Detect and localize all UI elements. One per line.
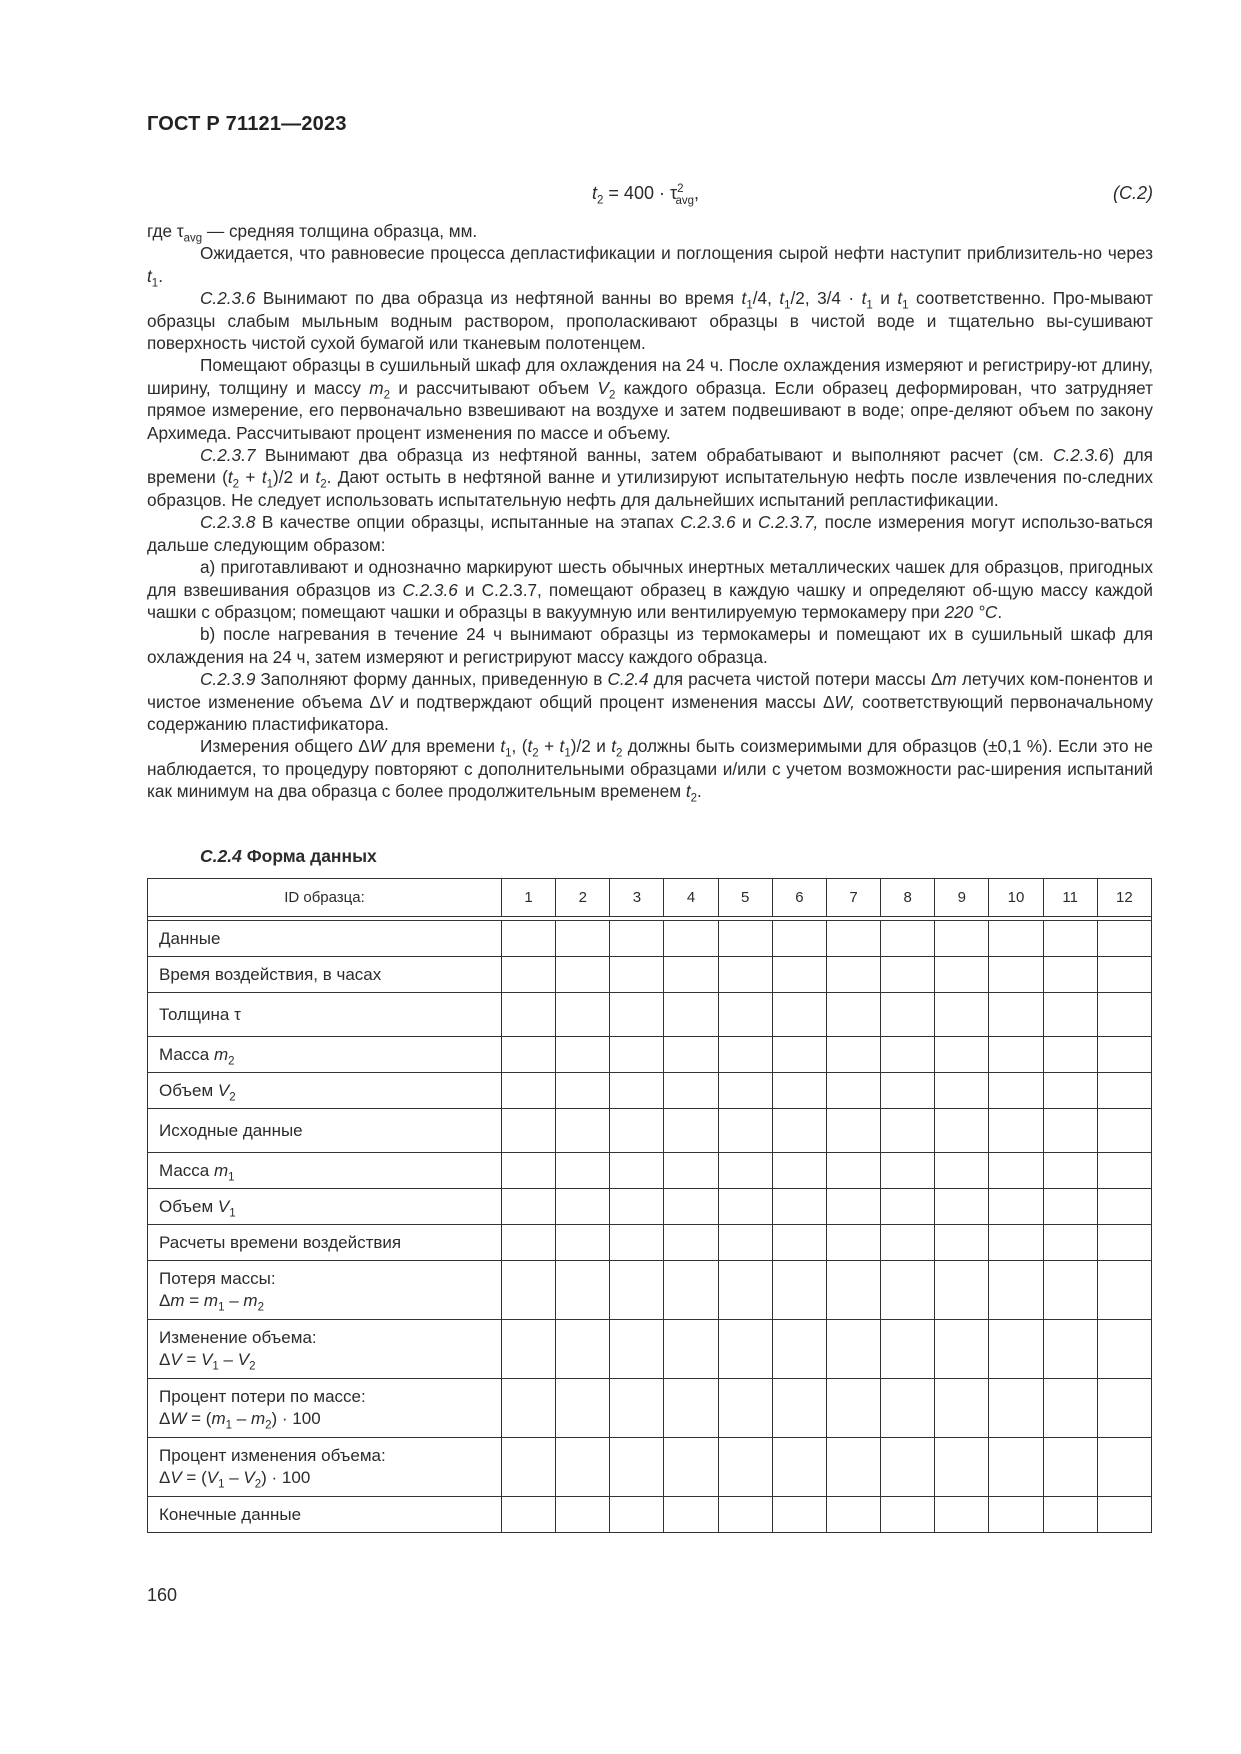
table-row (148, 1497, 1152, 1533)
data-cell (556, 1073, 610, 1109)
data-cell (881, 1225, 935, 1261)
row-label: Время воздействия, в часах (148, 957, 502, 993)
data-cell (664, 921, 718, 957)
data-cell (718, 1189, 772, 1225)
data-cell (772, 1189, 826, 1225)
data-cell (502, 1109, 556, 1153)
data-cell (556, 1037, 610, 1073)
data-cell (718, 1261, 772, 1320)
table-row (148, 1037, 1152, 1073)
data-cell (935, 1379, 989, 1438)
data-cell (610, 921, 664, 957)
data-cell (935, 1153, 989, 1189)
col-header: 7 (826, 879, 880, 917)
data-cell (718, 1153, 772, 1189)
data-cell (556, 1189, 610, 1225)
data-cell (881, 1189, 935, 1225)
data-cell (935, 1189, 989, 1225)
table-row (148, 1320, 1152, 1379)
table-row (148, 1225, 1152, 1261)
data-cell (826, 1379, 880, 1438)
data-cell (502, 1497, 556, 1533)
formula-number: (C.2) (1113, 183, 1153, 203)
data-cell (502, 1261, 556, 1320)
data-cell (989, 1320, 1043, 1379)
data-cell (718, 957, 772, 993)
row-label: Конечные данные (148, 1497, 502, 1533)
data-cell (502, 1379, 556, 1438)
data-cell (989, 1225, 1043, 1261)
table-row (148, 1109, 1152, 1153)
data-cell (718, 1497, 772, 1533)
data-cell (1097, 1497, 1151, 1533)
document-header: ГОСТ Р 71121—2023 (147, 113, 347, 135)
data-cell (826, 1497, 880, 1533)
data-cell (556, 957, 610, 993)
data-cell (772, 1037, 826, 1073)
data-cell (989, 993, 1043, 1037)
row-label: Объем $V_2$ (148, 1073, 502, 1109)
data-cell (664, 1073, 718, 1109)
data-cell (610, 1320, 664, 1379)
data-cell (989, 1037, 1043, 1073)
row-label: Исходные данные (148, 1109, 502, 1153)
data-cell (1043, 1109, 1097, 1153)
data-cell (664, 1320, 718, 1379)
data-cell (1097, 1189, 1151, 1225)
row-label: Масса $m_2$ (148, 1037, 502, 1073)
data-cell (935, 1320, 989, 1379)
col-header: 11 (1043, 879, 1097, 917)
row-label: Расчеты времени воздействия (148, 1225, 502, 1261)
data-cell (826, 1438, 880, 1497)
data-cell (610, 957, 664, 993)
data-cell (881, 1153, 935, 1189)
data-cell (772, 1153, 826, 1189)
data-cell (664, 1037, 718, 1073)
data-cell (1043, 1438, 1097, 1497)
data-cell (881, 1438, 935, 1497)
data-cell (502, 993, 556, 1037)
data-cell (664, 957, 718, 993)
data-cell (502, 1037, 556, 1073)
row-label: Процент изменения объема: $\Delta V = (V_1 - V_2) \cdot 100$ (148, 1438, 502, 1497)
data-cell (502, 1153, 556, 1189)
data-cell (989, 1497, 1043, 1533)
data-cell (610, 1379, 664, 1438)
paragraph: b) после нагревания в течение 24 ч вынимают образцы из термокамеры и помещают их в сушильный шкаф для охлаждения на 24 ч, затем измеряют и регистрируют массу каждого образца. (147, 624, 1153, 667)
data-cell (556, 993, 610, 1037)
data-cell (826, 1320, 880, 1379)
data-cell (826, 1189, 880, 1225)
data-cell (610, 1073, 664, 1109)
row-label: Объем $V_1$ (148, 1189, 502, 1225)
col-header: 3 (610, 879, 664, 917)
data-cell (826, 1261, 880, 1320)
row-label: Толщина τ (148, 993, 502, 1037)
data-cell (989, 1153, 1043, 1189)
formula-expression: $t_2 = 400 \cdot \tau^2_{avg}$, (592, 183, 700, 207)
data-cell (881, 1109, 935, 1153)
paragraph: C.2.3.7 Вынимают два образца из нефтяной ванны, затем обрабатывают и выполняют расчет (см. C.2.3.6) для времени $(t_2 + t_1)/2$ и $t_2$. Дают остыть в нефтяной ванне и утилизируют испытательную нефть после извлечения по-следних образцов. Не следует использовать испытательную нефть для дальнейших испытаний репластификации. (147, 445, 1154, 510)
col-header: 12 (1097, 879, 1151, 917)
data-cell (610, 1225, 664, 1261)
data-cell (935, 1261, 989, 1320)
data-cell (1043, 1261, 1097, 1320)
data-cell (610, 1438, 664, 1497)
data-cell (718, 921, 772, 957)
data-cell (1043, 957, 1097, 993)
paragraph: a) приготавливают и однозначно маркируют шесть обычных инертных металлических чашек для образцов, пригодных для взвешивания образцов из C.2.3.6 и C.2.3.7, помещают образец в каждую чашку и определяют об-щую массу каждой чашки с образцом; помещают чашки и образцы в вакуумную или вентилируемую термокамеру при 220 °С. (147, 557, 1153, 622)
table-row (148, 1189, 1152, 1225)
data-cell (772, 1438, 826, 1497)
data-cell (502, 1225, 556, 1261)
data-cell (1043, 1379, 1097, 1438)
paragraph: Измерения общего ΔW для времени $t_1$, $(t_2 + t_1)/2$ и $t_2$ должны быть соизмеримыми для образцов (±0,1 %). Если это не наблюдается, то процедуру повторяют с дополнительными образцами и/или с учетом возможности рас-ширения испытаний как минимум на два образца с более продолжительным временем $t_2$. (147, 736, 1153, 805)
data-cell (610, 1109, 664, 1153)
data-cell (1043, 1073, 1097, 1109)
data-cell (826, 1073, 880, 1109)
data-cell (664, 1189, 718, 1225)
data-cell (989, 957, 1043, 993)
table-row (148, 921, 1152, 957)
data-cell (881, 993, 935, 1037)
data-cell (610, 1261, 664, 1320)
data-cell (1097, 921, 1151, 957)
data-cell (826, 957, 880, 993)
data-cell (989, 921, 1043, 957)
data-cell (1043, 1037, 1097, 1073)
data-cell (772, 1379, 826, 1438)
data-cell (610, 1497, 664, 1533)
data-cell (664, 1438, 718, 1497)
data-cell (881, 1261, 935, 1320)
data-cell (610, 993, 664, 1037)
data-cell (556, 1153, 610, 1189)
data-cell (1097, 1438, 1151, 1497)
data-cell (881, 1037, 935, 1073)
data-cell (1097, 1379, 1151, 1438)
data-cell (935, 1438, 989, 1497)
data-cell (989, 1438, 1043, 1497)
row-label: Масса $m_1$ (148, 1153, 502, 1189)
data-cell (610, 1037, 664, 1073)
data-cell (1043, 1497, 1097, 1533)
data-cell (1097, 1073, 1151, 1109)
data-cell (1043, 1153, 1097, 1189)
data-cell (664, 1379, 718, 1438)
page-number: 160 (147, 1585, 178, 1605)
data-cell (502, 957, 556, 993)
table-row (148, 1153, 1152, 1189)
data-cell (718, 1438, 772, 1497)
data-cell (772, 1320, 826, 1379)
data-cell (772, 921, 826, 957)
data-cell (664, 1225, 718, 1261)
data-cell (772, 1225, 826, 1261)
data-cell (1097, 1037, 1151, 1073)
data-cell (718, 1225, 772, 1261)
data-cell (1043, 921, 1097, 957)
data-cell (772, 1261, 826, 1320)
data-cell (1097, 1225, 1151, 1261)
data-cell (1097, 1109, 1151, 1153)
data-cell (881, 1379, 935, 1438)
data-cell (1043, 1189, 1097, 1225)
data-cell (1097, 1320, 1151, 1379)
body-text (147, 220, 1153, 803)
data-cell (826, 993, 880, 1037)
data-cell (826, 1109, 880, 1153)
data-cell (502, 1073, 556, 1109)
data-cell (664, 1109, 718, 1153)
paragraph: Ожидается, что равновесие процесса депластификации и поглощения сырой нефти наступит приблизитель-но через $t_1$. (147, 243, 1153, 290)
data-cell (989, 1379, 1043, 1438)
data-cell (556, 921, 610, 957)
col-header: 8 (881, 879, 935, 917)
data-form-table (147, 878, 1152, 1533)
col-header: 2 (556, 879, 610, 917)
data-cell (556, 1497, 610, 1533)
col-header: 6 (772, 879, 826, 917)
data-cell (556, 1225, 610, 1261)
data-cell (664, 1153, 718, 1189)
row-label: Потеря массы: $\Delta m = m_1 - m_2$ (148, 1261, 502, 1320)
data-cell (718, 1037, 772, 1073)
data-cell (772, 1109, 826, 1153)
data-cell (502, 1189, 556, 1225)
data-cell (935, 1225, 989, 1261)
table-row (148, 1073, 1152, 1109)
data-cell (826, 921, 880, 957)
col-header: 9 (935, 879, 989, 917)
data-cell (1097, 1261, 1151, 1320)
table-row (148, 1261, 1152, 1320)
data-cell (610, 1153, 664, 1189)
data-cell (556, 1109, 610, 1153)
data-cell (556, 1379, 610, 1438)
row-label: Изменение объема: $\Delta V = V_1 - V_2$ (148, 1320, 502, 1379)
data-cell (826, 1037, 880, 1073)
data-cell (935, 921, 989, 957)
data-cell (881, 1073, 935, 1109)
paragraph: C.2.3.8 В качестве опции образцы, испытанные на этапах C.2.3.6 и C.2.3.7, после измерения могут использо-ваться дальше следующим образом: (147, 512, 1153, 555)
data-cell (826, 1153, 880, 1189)
data-cell (881, 1320, 935, 1379)
data-cell (1097, 1153, 1151, 1189)
data-cell (718, 1320, 772, 1379)
data-cell (772, 1073, 826, 1109)
data-cell (718, 1109, 772, 1153)
data-cell (502, 921, 556, 957)
data-cell (610, 1189, 664, 1225)
data-cell (989, 1109, 1043, 1153)
col-header: 5 (718, 879, 772, 917)
col-header: 4 (664, 879, 718, 917)
paragraph: C.2.3.9 Заполняют форму данных, приведенную в C.2.4 для расчета чистой потери массы Δm летучих ком-понентов и чистое изменение объема ΔV и подтверждают общий процент изменения массы ΔW, соответствующий первоначальному содержанию пластификатора. (147, 669, 1153, 734)
paragraph: где $\tau_{avg}$ — средняя толщина образца, мм. (147, 221, 478, 245)
data-cell (502, 1438, 556, 1497)
table-row (148, 1438, 1152, 1497)
data-cell (935, 993, 989, 1037)
table-row (148, 993, 1152, 1037)
data-cell (881, 1497, 935, 1533)
data-cell (881, 921, 935, 957)
data-cell (989, 1261, 1043, 1320)
table-row (148, 1379, 1152, 1438)
data-cell (664, 1497, 718, 1533)
data-cell (935, 1037, 989, 1073)
data-cell (556, 1320, 610, 1379)
data-cell (556, 1438, 610, 1497)
data-cell (935, 1497, 989, 1533)
data-cell (772, 1497, 826, 1533)
data-cell (772, 993, 826, 1037)
data-cell (989, 1189, 1043, 1225)
data-cell (1043, 1225, 1097, 1261)
data-cell (1097, 993, 1151, 1037)
data-cell (935, 957, 989, 993)
data-cell (881, 957, 935, 993)
table-row (148, 957, 1152, 993)
row-label: Процент потери по массе: $\Delta W = (m_1 - m_2) \cdot 100$ (148, 1379, 502, 1438)
data-cell (502, 1320, 556, 1379)
row-label: Данные (148, 921, 502, 957)
data-cell (826, 1225, 880, 1261)
data-cell (1043, 993, 1097, 1037)
data-cell (664, 1261, 718, 1320)
data-cell (718, 1379, 772, 1438)
col-header: 10 (989, 879, 1043, 917)
data-cell (1043, 1320, 1097, 1379)
data-cell (772, 957, 826, 993)
table-header-row (148, 879, 1152, 917)
section-title: C.2.4 Форма данных (200, 846, 377, 866)
id-header: ID образца: (148, 879, 502, 917)
data-cell (989, 1073, 1043, 1109)
formula-c2 (147, 183, 1153, 213)
data-cell (664, 993, 718, 1037)
paragraph: C.2.3.6 Вынимают по два образца из нефтяной ванны во время $t_1/4$, $t_1/2$, $3/4 \cdot t_1$ и $t_1$ соответственно. Про-мывают образцы слабым мыльным водным раствором, прополаскивают образцы в чистой воде и тщательно вы-сушивают поверхность чистой сухой бумагой или тканевым полотенцем. (147, 288, 1153, 354)
data-cell (1097, 957, 1151, 993)
data-cell (718, 993, 772, 1037)
data-cell (935, 1073, 989, 1109)
paragraph: Помещают образцы в сушильный шкаф для охлаждения на 24 ч. После охлаждения измеряют и регистриру-ют длину, ширину, толщину и массу $m_2$ и рассчитывают объем $V_2$ каждого образца. Если образец деформирован, что затрудняет прямое измерение, его первоначально взвешивают на воздухе и затем подвешивают в воде; опре-деляют объем по закону Архимеда. Рассчитывают процент изменения по массе и объему. (147, 355, 1153, 443)
data-cell (718, 1073, 772, 1109)
data-cell (935, 1109, 989, 1153)
col-header: 1 (502, 879, 556, 917)
data-cell (556, 1261, 610, 1320)
